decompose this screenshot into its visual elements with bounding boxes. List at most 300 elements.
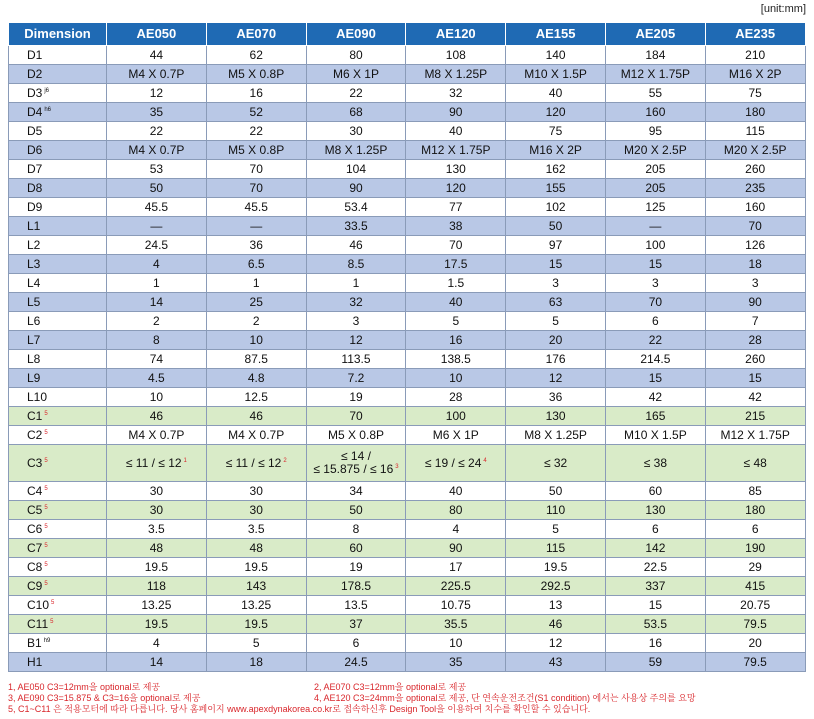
table-cell — [206, 255, 306, 274]
dimension-name: D5 — [27, 123, 43, 138]
cell-value: 2 — [252, 313, 260, 328]
cell-value: 50 — [149, 180, 164, 195]
dimension-name: C1 — [27, 408, 43, 423]
dimension-name: D4 — [27, 104, 43, 119]
dimension-name: L9 — [27, 370, 41, 385]
cell-value: 42 — [648, 389, 663, 404]
table-cell — [107, 501, 207, 520]
table-cell — [406, 122, 506, 141]
cell-value: 110 — [546, 502, 566, 517]
table-cell — [605, 198, 705, 217]
cell-value: 22 — [149, 123, 164, 138]
dimension-label — [9, 122, 107, 141]
table-row — [9, 407, 806, 426]
table-cell — [605, 539, 705, 558]
cell-value: 34 — [349, 483, 363, 498]
dimension-label — [9, 293, 107, 312]
table-cell — [306, 198, 406, 217]
dimension-label — [9, 426, 107, 445]
cell-value: 48 — [249, 540, 263, 555]
dimension-name: C8 — [27, 559, 43, 574]
table-cell — [306, 539, 406, 558]
table-cell — [406, 407, 506, 426]
dimension-tag: j6 — [44, 87, 50, 94]
cell-value: 3 — [552, 275, 559, 290]
dimension-label — [9, 350, 107, 369]
table-cell — [605, 634, 705, 653]
table-cell — [705, 445, 805, 482]
table-cell — [306, 615, 406, 634]
table-cell — [306, 596, 406, 615]
column-header-ae050: AE050 — [107, 23, 207, 46]
table-cell — [306, 274, 406, 293]
table-cell — [306, 407, 406, 426]
cell-value: 62 — [249, 47, 263, 62]
table-cell — [107, 407, 207, 426]
table-cell — [506, 577, 606, 596]
cell-value: 15 — [648, 256, 663, 271]
cell-value: 214.5 — [640, 351, 671, 366]
dimension-tag: 5 — [44, 523, 48, 530]
footnote-marker: 1 — [183, 457, 187, 464]
table-cell — [605, 369, 705, 388]
cell-value: 125 — [645, 199, 666, 214]
table-cell — [306, 103, 406, 122]
cell-value: 102 — [545, 199, 566, 214]
table-cell — [107, 198, 207, 217]
dimension-tag: 5 — [44, 504, 48, 511]
table-cell — [705, 312, 805, 331]
dimension-table — [8, 22, 806, 672]
table-cell — [306, 501, 406, 520]
table-cell — [206, 293, 306, 312]
table-cell — [406, 312, 506, 331]
dimension-label — [9, 103, 107, 122]
table-cell — [406, 577, 506, 596]
cell-value: 120 — [545, 104, 566, 119]
table-cell — [107, 141, 207, 160]
table-cell — [705, 350, 805, 369]
table-row — [9, 482, 806, 501]
table-row — [9, 46, 806, 65]
table-cell — [306, 46, 406, 65]
cell-value: 6.5 — [247, 256, 265, 271]
table-cell — [107, 312, 207, 331]
table-cell — [506, 179, 606, 198]
table-cell — [107, 274, 207, 293]
cell-value: 10 — [149, 389, 164, 404]
table-cell — [306, 122, 406, 141]
dimension-name: L6 — [27, 313, 41, 328]
table-cell — [406, 331, 506, 350]
table-cell — [506, 160, 606, 179]
table-cell — [206, 482, 306, 501]
table-cell — [506, 596, 606, 615]
table-cell — [605, 520, 705, 539]
dimension-label — [9, 160, 107, 179]
column-header-ae070: AE070 — [206, 23, 306, 46]
table-cell — [206, 274, 306, 293]
table-cell — [206, 653, 306, 672]
cell-value: 19.5 — [244, 616, 268, 631]
table-cell — [506, 141, 606, 160]
cell-value: M8 X 1.25P — [524, 427, 587, 442]
table-cell — [705, 217, 805, 236]
table-cell — [206, 445, 306, 482]
cell-value: M4 X 0.7P — [128, 142, 185, 157]
table-row — [9, 179, 806, 198]
table-cell — [206, 141, 306, 160]
table-cell — [605, 558, 705, 577]
cell-value: 95 — [648, 123, 663, 138]
table-header-row — [9, 23, 806, 46]
cell-value: 10.75 — [440, 597, 471, 612]
table-cell — [107, 615, 207, 634]
table-cell — [107, 577, 207, 596]
cell-value: 22.5 — [643, 559, 668, 574]
cell-value: 90 — [349, 180, 363, 195]
dimension-label — [9, 388, 107, 407]
dimension-label — [9, 217, 107, 236]
footnote-4: 4, AE120 C3=24mm을 optional로 제공, 단 연속운전조건(S1 condition) 에서는 사용상 주의를 요망 — [314, 693, 696, 703]
cell-value: 40 — [449, 294, 463, 309]
dimension-name: L3 — [27, 256, 41, 271]
cell-value: 1 — [352, 275, 360, 290]
cell-value: 4 — [153, 256, 160, 271]
cell-value: 15 — [648, 597, 663, 612]
cell-value: 25 — [249, 294, 263, 309]
table-cell — [705, 179, 805, 198]
cell-value: ≤ 48 — [743, 455, 767, 470]
dimension-tag: 5 — [44, 580, 48, 587]
table-row — [9, 653, 806, 672]
cell-value: 13.25 — [141, 597, 172, 612]
table-row — [9, 350, 806, 369]
table-cell — [406, 388, 506, 407]
table-cell — [506, 293, 606, 312]
cell-value: ≤ 32 — [543, 455, 568, 470]
cell-value: M4 X 0.7P — [128, 427, 185, 442]
cell-value: 24.5 — [144, 237, 169, 252]
cell-value: 104 — [345, 161, 366, 176]
table-cell — [107, 293, 207, 312]
table-cell — [107, 426, 207, 445]
cell-value: 3 — [352, 313, 360, 328]
cell-value: 33.5 — [344, 218, 368, 233]
table-cell — [406, 198, 506, 217]
footnote-marker: 3 — [395, 464, 399, 470]
table-cell — [206, 331, 306, 350]
table-row — [9, 198, 806, 217]
cell-value: 53.5 — [643, 616, 668, 631]
table-cell — [206, 634, 306, 653]
cell-value: 12 — [149, 85, 164, 100]
table-cell — [506, 653, 606, 672]
table-cell — [406, 293, 506, 312]
table-cell — [605, 217, 705, 236]
table-cell — [406, 426, 506, 445]
dimension-label — [9, 141, 107, 160]
cell-value: 7.2 — [347, 370, 365, 385]
table-row — [9, 217, 806, 236]
table-cell — [107, 179, 207, 198]
cell-value: 143 — [246, 578, 267, 593]
table-cell — [406, 596, 506, 615]
table-cell — [206, 520, 306, 539]
dimension-tag: 5 — [44, 457, 48, 464]
table-row — [9, 236, 806, 255]
table-cell — [306, 217, 406, 236]
table-cell — [506, 236, 606, 255]
cell-value: M5 X 0.8P — [228, 66, 285, 81]
cell-value: 10 — [249, 332, 263, 347]
dimension-name: L2 — [27, 237, 41, 252]
table-row — [9, 103, 806, 122]
cell-value: 70 — [748, 218, 762, 233]
table-cell — [605, 426, 705, 445]
cell-value: 215 — [745, 408, 766, 423]
cell-value: 3.5 — [247, 521, 265, 536]
table-cell — [605, 122, 705, 141]
cell-value: 113.5 — [341, 351, 371, 366]
table-cell — [406, 103, 506, 122]
table-row — [9, 141, 806, 160]
table-cell — [306, 331, 406, 350]
dimension-name: D7 — [27, 161, 43, 176]
table-cell — [705, 141, 805, 160]
table-cell — [306, 141, 406, 160]
cell-value: 176 — [545, 351, 566, 366]
cell-value: 12 — [349, 332, 363, 347]
table-cell — [705, 122, 805, 141]
dimension-label — [9, 482, 107, 501]
dimension-name: D6 — [27, 142, 43, 157]
table-cell — [406, 217, 506, 236]
table-cell — [107, 596, 207, 615]
cell-value: 46 — [548, 616, 563, 631]
dimension-label — [9, 312, 107, 331]
cell-value: 85 — [748, 483, 762, 498]
table-cell — [506, 103, 606, 122]
table-cell — [605, 65, 705, 84]
table-cell — [705, 369, 805, 388]
cell-value: 126 — [745, 237, 766, 252]
table-cell — [206, 577, 306, 596]
cell-value: 14 — [149, 654, 164, 669]
table-row — [9, 596, 806, 615]
table-row — [9, 577, 806, 596]
table-cell — [705, 84, 805, 103]
dimension-label — [9, 577, 107, 596]
cell-value: 178.5 — [340, 578, 371, 593]
cell-value: 16 — [249, 85, 263, 100]
cell-value: 68 — [349, 104, 363, 119]
table-cell — [107, 653, 207, 672]
table-cell — [107, 84, 207, 103]
table-cell — [406, 84, 506, 103]
cell-value: 138.5 — [440, 351, 471, 366]
cell-value: 70 — [249, 161, 263, 176]
table-cell — [406, 501, 506, 520]
cell-value: 29 — [748, 559, 762, 574]
cell-value: 2 — [153, 313, 160, 328]
table-cell — [506, 350, 606, 369]
table-cell — [306, 482, 406, 501]
table-cell — [605, 331, 705, 350]
table-cell — [406, 520, 506, 539]
table-row — [9, 84, 806, 103]
cell-value: 22 — [249, 123, 263, 138]
dimension-name: C7 — [27, 540, 43, 555]
cell-value: 13.5 — [344, 597, 368, 612]
cell-value: 18 — [748, 256, 762, 271]
table-cell — [206, 501, 306, 520]
cell-value: 130 — [545, 408, 566, 423]
cell-value: 13.25 — [241, 597, 272, 612]
table-cell — [206, 369, 306, 388]
cell-value: 6 — [352, 635, 360, 650]
cell-value: 12 — [548, 635, 563, 650]
cell-value: 415 — [745, 578, 766, 593]
cell-value: 260 — [745, 351, 766, 366]
table-cell — [605, 653, 705, 672]
table-row — [9, 293, 806, 312]
dimension-tag: 5 — [44, 542, 48, 549]
dimension-name: L7 — [27, 332, 41, 347]
cell-value: 70 — [449, 237, 463, 252]
dimension-name: D1 — [27, 47, 43, 62]
cell-value: 3 — [751, 275, 759, 290]
cell-value: 10 — [449, 370, 463, 385]
cell-value: 115 — [745, 123, 765, 138]
table-cell — [506, 388, 606, 407]
table-row — [9, 445, 806, 482]
table-cell — [306, 520, 406, 539]
table-cell — [705, 577, 805, 596]
table-row — [9, 274, 806, 293]
cell-value: 180 — [745, 502, 766, 517]
table-cell — [506, 445, 606, 482]
table-cell — [605, 501, 705, 520]
cell-value: 42 — [748, 389, 762, 404]
cell-value: 19 — [349, 389, 363, 404]
cell-value: 35 — [149, 104, 164, 119]
column-header-ae205: AE205 — [605, 23, 705, 46]
table-cell — [107, 331, 207, 350]
cell-value: 10 — [449, 635, 463, 650]
dimension-name: B1 — [27, 635, 42, 650]
cell-value: 70 — [648, 294, 663, 309]
table-cell — [705, 558, 805, 577]
cell-value: 20.75 — [740, 597, 771, 612]
dimension-label — [9, 331, 107, 350]
table-cell — [107, 539, 207, 558]
cell-value: 30 — [249, 483, 263, 498]
table-cell — [406, 46, 506, 65]
table-row — [9, 539, 806, 558]
cell-value: 292.5 — [540, 578, 571, 593]
table-cell — [206, 179, 306, 198]
table-row — [9, 615, 806, 634]
footnote-1: 1, AE050 C3=12mm을 optional로 제공 — [8, 682, 161, 692]
cell-value: M8 X 1.25P — [424, 66, 488, 81]
column-header-ae235: AE235 — [705, 23, 805, 46]
table-cell — [506, 122, 606, 141]
dimension-label — [9, 65, 107, 84]
cell-value: 32 — [449, 85, 463, 100]
table-cell — [705, 634, 805, 653]
table-cell — [206, 65, 306, 84]
cell-value: 4.8 — [247, 370, 265, 385]
cell-value: 30 — [149, 502, 164, 517]
cell-value: 6 — [652, 521, 659, 536]
footnote-marker: 4 — [483, 457, 487, 464]
table-cell — [705, 103, 805, 122]
cell-value: 90 — [449, 104, 463, 119]
cell-value: M20 X 2.5P — [624, 142, 687, 157]
cell-value: 40 — [548, 85, 563, 100]
table-cell — [605, 312, 705, 331]
table-cell — [406, 274, 506, 293]
table-cell — [406, 445, 506, 482]
table-cell — [107, 350, 207, 369]
cell-value: 22 — [648, 332, 663, 347]
table-cell — [605, 388, 705, 407]
table-cell — [506, 217, 606, 236]
column-header-ae090: AE090 — [306, 23, 406, 46]
cell-value: 13 — [548, 597, 563, 612]
cell-value: 35.5 — [444, 616, 468, 631]
table-cell — [206, 160, 306, 179]
cell-value: 46 — [249, 408, 263, 423]
cell-value: 4 — [153, 635, 160, 650]
table-cell — [705, 160, 805, 179]
cell-value: 30 — [349, 123, 363, 138]
cell-value: ≤ 19 / ≤ 24 — [424, 455, 482, 470]
dimension-label — [9, 596, 107, 615]
table-row — [9, 369, 806, 388]
table-cell — [206, 350, 306, 369]
table-row — [9, 312, 806, 331]
table-row — [9, 558, 806, 577]
cell-value: 46 — [349, 237, 363, 252]
table-row — [9, 122, 806, 141]
cell-value: M10 X 1.5P — [624, 427, 687, 442]
table-cell — [306, 65, 406, 84]
cell-value: 3 — [652, 275, 659, 290]
cell-value: 12.5 — [244, 389, 268, 404]
cell-value: M5 X 0.8P — [228, 142, 285, 157]
cell-value: 80 — [349, 47, 363, 62]
cell-value: 50 — [349, 502, 363, 517]
cell-value: 28 — [449, 389, 463, 404]
cell-value: M4 X 0.7P — [228, 427, 285, 442]
column-header-ae120: AE120 — [406, 23, 506, 46]
cell-value: 15 — [648, 370, 663, 385]
cell-value: 14 — [149, 294, 164, 309]
table-cell — [506, 84, 606, 103]
footnote-3: 3, AE090 C3=15.875 & C3=16을 optional로 제공 — [8, 693, 201, 703]
table-cell — [605, 482, 705, 501]
cell-value: 6 — [652, 313, 659, 328]
table-cell — [107, 369, 207, 388]
dimension-label — [9, 274, 107, 293]
dimension-tag: h6 — [44, 106, 52, 113]
table-cell — [605, 103, 705, 122]
table-cell — [206, 122, 306, 141]
table-cell — [406, 255, 506, 274]
table-cell — [107, 65, 207, 84]
